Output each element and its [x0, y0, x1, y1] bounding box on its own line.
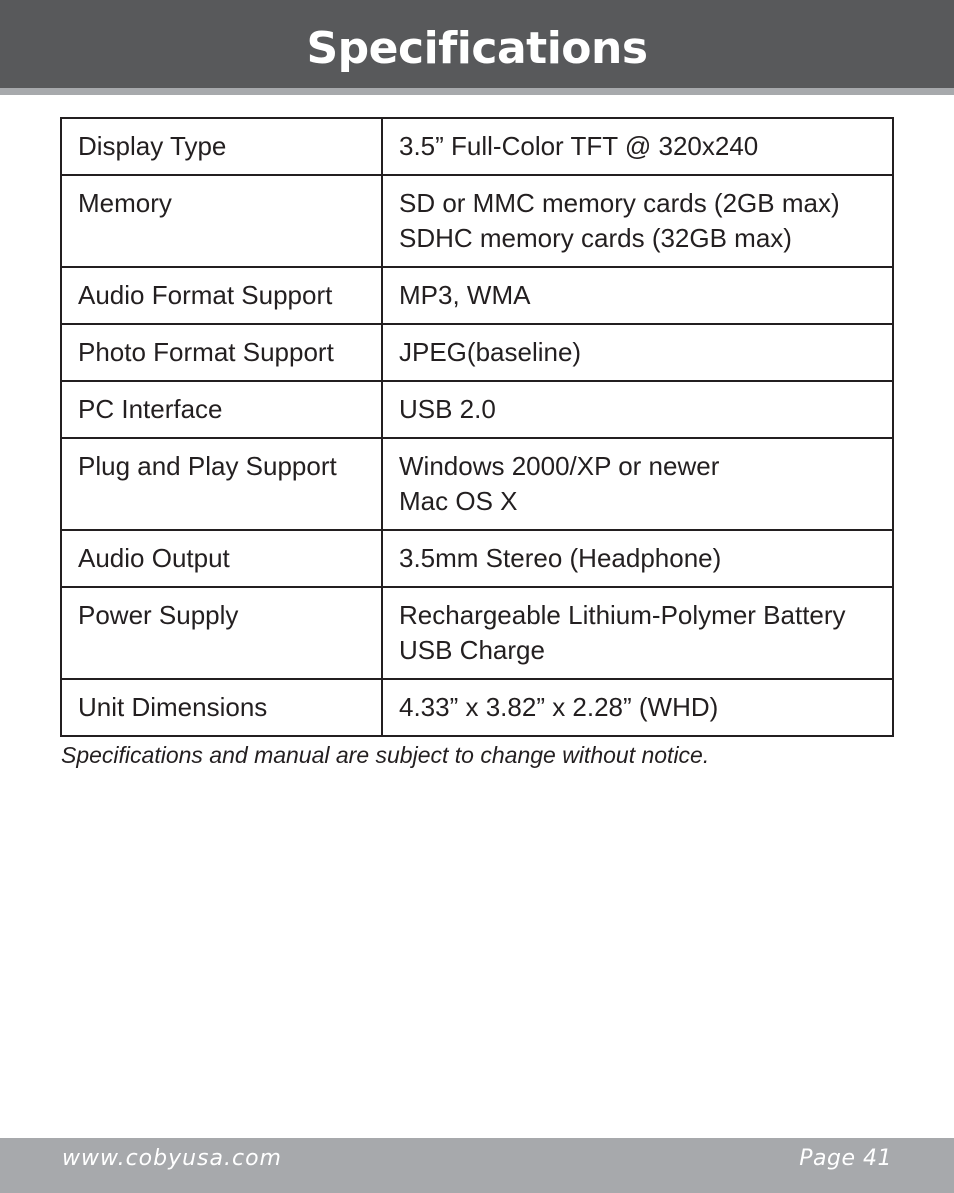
table-row [61, 118, 893, 175]
spec-value [382, 587, 893, 679]
page-title: Specifications [306, 23, 648, 74]
specifications-table [60, 117, 894, 737]
page-number: Page 41 [799, 1146, 892, 1171]
spec-value [382, 381, 893, 438]
table-row [61, 530, 893, 587]
spec-value [382, 438, 893, 530]
spec-value-line: 3.5mm Stereo (Headphone) [399, 543, 722, 573]
spec-value-line: SDHC memory cards (32GB max) [399, 223, 792, 253]
spec-value-line: JPEG(baseline) [399, 337, 582, 367]
spec-value [382, 118, 893, 175]
spec-label: Photo Format Support [61, 324, 382, 381]
spec-label: Power Supply [61, 587, 382, 679]
spec-value-line: Windows 2000/XP or newer [399, 451, 720, 481]
specifications-table-body [61, 118, 893, 736]
spec-value-line: 3.5” Full-Color TFT @ 320x240 [399, 131, 759, 161]
table-row [61, 381, 893, 438]
spec-value-line: USB Charge [399, 635, 545, 665]
spec-label: Audio Output [61, 530, 382, 587]
spec-label: Plug and Play Support [61, 438, 382, 530]
table-row [61, 679, 893, 736]
table-row [61, 324, 893, 381]
spec-value-line: Mac OS X [399, 486, 518, 516]
table-row [61, 438, 893, 530]
table-row [61, 267, 893, 324]
spec-label: Unit Dimensions [61, 679, 382, 736]
table-row [61, 587, 893, 679]
spec-value [382, 175, 893, 267]
spec-label: Audio Format Support [61, 267, 382, 324]
spec-label: PC Interface [61, 381, 382, 438]
table-row [61, 175, 893, 267]
spec-value [382, 324, 893, 381]
spec-value [382, 267, 893, 324]
spec-label: Memory [61, 175, 382, 267]
spec-value-line: USB 2.0 [399, 394, 496, 424]
footer-website-link[interactable]: www.cobyusa.com [62, 1146, 282, 1171]
spec-value-line: MP3, WMA [399, 280, 531, 310]
spec-value [382, 679, 893, 736]
spec-label: Display Type [61, 118, 382, 175]
disclaimer-notice: Specifications and manual are subject to change without notice. [61, 742, 710, 768]
spec-value [382, 530, 893, 587]
spec-value-line: Rechargeable Lithium-Polymer Battery [399, 600, 846, 630]
spec-value-line: SD or MMC memory cards (2GB max) [399, 188, 840, 218]
spec-value-line: 4.33” x 3.82” x 2.28” (WHD) [399, 692, 719, 722]
